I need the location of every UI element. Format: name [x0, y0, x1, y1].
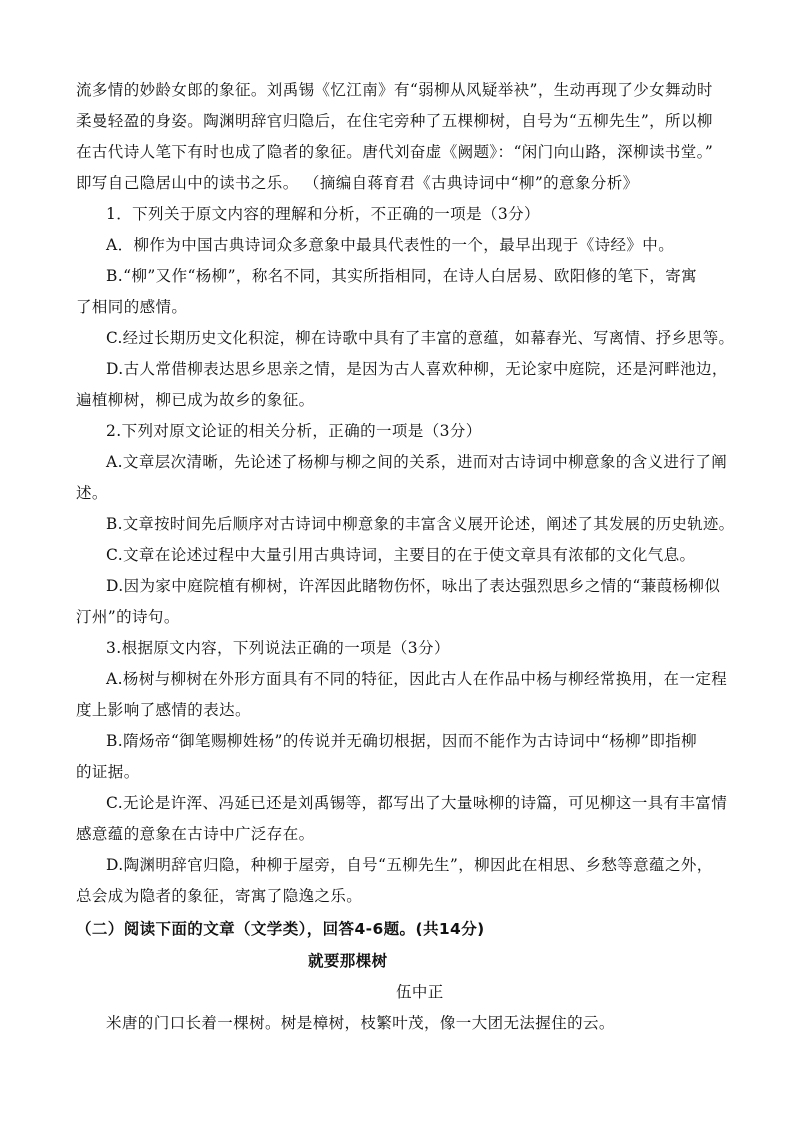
article-paragraph-1: 米唐的门口长着一棵树。树是樟树，枝繁叶茂，像一大团无法握住的云。 — [106, 1014, 615, 1032]
question-1-option-b-cont: 了相同的感情。 — [76, 298, 188, 316]
question-2-option-b: B.文章按时间先后顺序对古诗词中柳意象的丰富含义展开论述，阐述了其发展的历史轨迹。 — [106, 515, 735, 533]
section-2-heading: （二）阅读下面的文章（文学类），回答4-6题。(共14分) — [76, 920, 485, 938]
question-1-option-d-cont: 遍植柳树，柳已成为故乡的象征。 — [76, 391, 315, 409]
question-2-option-a: A.文章层次清晰，先论述了杨柳与柳之间的关系，进而对古诗词中柳意象的含义进行了阐 — [106, 453, 728, 471]
passage-line-4-source: 即写自己隐居山中的读书之乐。 （摘编自蒋育君《古典诗词中“柳”的意象分析》 — [76, 174, 639, 192]
passage-line-2: 柔曼轻盈的身姿。陶渊明辞官归隐后，在住宅旁种了五棵柳树，自号为“五柳先生”，所以柳 — [76, 112, 713, 130]
question-1-option-a: A．柳作为中国古典诗词众多意象中最具代表性的一个，最早出现于《诗经》中。 — [106, 236, 675, 254]
question-3-option-b-cont: 的证据。 — [76, 763, 140, 781]
question-2-option-c: C.文章在论述过程中大量引用古典诗词，主要目的在于使文章具有浓郁的文化气息。 — [106, 546, 696, 564]
question-3-option-c: C.无论是许浑、冯延已还是刘禹锡等，都写出了大量咏柳的诗篇，可见柳这一具有丰富情 — [106, 794, 728, 812]
question-1-option-c: C.经过长期历史文化积淀，柳在诗歌中具有了丰富的意蕴，如幕春光、写离情、抒乡思等。 — [106, 329, 735, 347]
article-title: 就要那棵树 — [308, 952, 388, 970]
passage-line-3: 在古代诗人笔下有时也成了隐者的象征。唐代刘奋虚《阙题》：“闲门向山路，深柳读书堂。” — [76, 143, 714, 161]
question-3-stem: 3.根据原文内容，下列说法正确的一项是（3分） — [106, 639, 450, 657]
question-2-stem: 2.下列对原文论证的相关分析，正确的一项是（3分） — [106, 422, 482, 440]
question-3-option-d: D.陶渊明辞官归隐，种柳于屋旁，自号“五柳先生”，柳因此在相思、乡愁等意蕴之外， — [106, 856, 713, 874]
question-1-stem: 1．下列关于原文内容的理解和分析，不正确的一项是（3分） — [106, 205, 540, 223]
question-3-option-a: A.杨树与柳树在外形方面具有不同的特征，因此古人在作品中杨与柳经常换用，在一定程 — [106, 670, 728, 688]
question-3-option-c-cont: 感意蕴的意象在古诗中广泛存在。 — [76, 825, 315, 843]
question-2-option-d-cont: 汀州”的诗句。 — [76, 608, 180, 626]
question-2-option-d: D.因为家中庭院植有柳树，许浑因此睹物伤怀，咏出了表达强烈思乡之情的“蒹葭杨柳似 — [106, 577, 721, 595]
article-author: 伍中正 — [396, 983, 444, 1001]
question-2-option-a-cont: 述。 — [76, 484, 108, 502]
question-3-option-b: B.隋炀帝“御笔赐柳姓杨”的传说并无确切根据，因而不能作为古诗词中“杨柳”即指柳 — [106, 732, 698, 750]
question-3-option-a-cont: 度上影响了感情的表达。 — [76, 701, 251, 719]
question-1-option-b: B.“柳”又作“杨柳”，称名不同，其实所指相同，在诗人白居易、欧阳修的笔下，寄寓 — [106, 267, 698, 285]
question-1-option-d: D.古人常借柳表达思乡思亲之情，是因为古人喜欢种柳，无论家中庭院，还是河畔池边， — [106, 360, 728, 378]
passage-line-1: 流多情的妙龄女郎的象征。刘禹锡《忆江南》有“弱柳从风疑举袂”，生动再现了少女舞动时 — [76, 81, 713, 99]
question-3-option-d-cont: 总会成为隐者的象征，寄寓了隐逸之乐。 — [76, 887, 363, 905]
